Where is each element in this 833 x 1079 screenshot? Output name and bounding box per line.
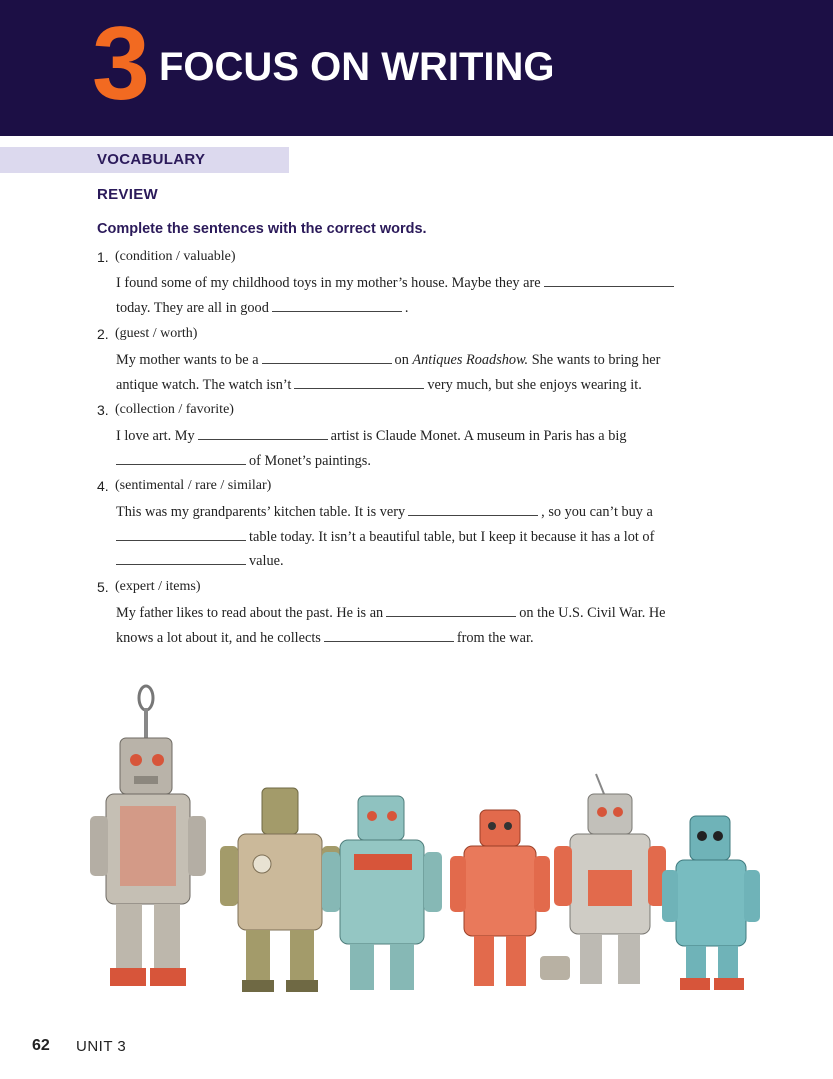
sentence-line: table today. It isn’t a beautiful table, but I keep it because it has a lot of [116,528,654,546]
answer-blank[interactable] [408,503,538,516]
robot-5 [554,774,666,984]
sentence-line: I found some of my childhood toys in my mother’s house. Maybe they are [116,274,677,292]
answer-blank[interactable] [262,351,392,364]
word-choices: (expert / items) [115,579,201,594]
item-number: 1. [97,249,109,265]
answer-blank[interactable] [294,376,424,389]
sentence-line: value. [116,552,284,570]
answer-blank[interactable] [324,629,454,642]
sentence-line: knows a lot about it, and he collects from the war. [116,630,534,646]
answer-blank[interactable] [116,552,246,565]
sentence-line: today. They are all in good . [116,300,409,316]
item-number: 3. [97,402,109,418]
answer-blank[interactable] [544,274,674,287]
word-choices: (guest / worth) [115,326,198,341]
word-choices: (sentimental / rare / similar) [115,478,272,493]
answer-blank[interactable] [116,528,246,541]
item-number: 5. [97,579,109,595]
page-number: 62 [32,1037,50,1054]
robot-4 [450,810,570,986]
section-banner [0,147,289,173]
word-choices: (condition / valuable) [115,249,236,264]
robots-illustration [40,646,792,1046]
chapter-header [0,0,833,136]
sentence-line: of Monet’s paintings. [116,452,371,470]
answer-blank[interactable] [116,452,246,465]
subheading: REVIEW [97,186,158,203]
robot-3 [322,796,442,990]
answer-blank[interactable] [386,604,516,617]
answer-blank[interactable] [272,299,402,312]
robot-6 [662,816,760,990]
item-number: 2. [97,326,109,342]
unit-label: UNIT 3 [76,1038,127,1055]
word-choices: (collection / favorite) [115,402,234,417]
toy-robots-photo [40,646,792,1046]
robot-1 [90,686,206,986]
sentence-line: antique watch. The watch isn’t very much, but she enjoys wearing it. [116,377,642,393]
sentence-line: My mother wants to be a on Antiques Roadshow. She wants to bring her [116,352,661,368]
chapter-title: FOCUS ON WRITING [159,45,555,89]
chapter-number: 3 [92,6,148,122]
answer-blank[interactable] [198,427,328,440]
sentence-line: My father likes to read about the past. He is an on the U.S. Civil War. He [116,605,666,621]
sentence-line: I love art. My artist is Claude Monet. A museum in Paris has a big [116,428,627,444]
item-number: 4. [97,478,109,494]
instructions: Complete the sentences with the correct words. [97,221,427,237]
sentence-line: This was my grandparents’ kitchen table. It is very , so you can’t buy a [116,504,653,520]
section-label: VOCABULARY [97,151,206,168]
